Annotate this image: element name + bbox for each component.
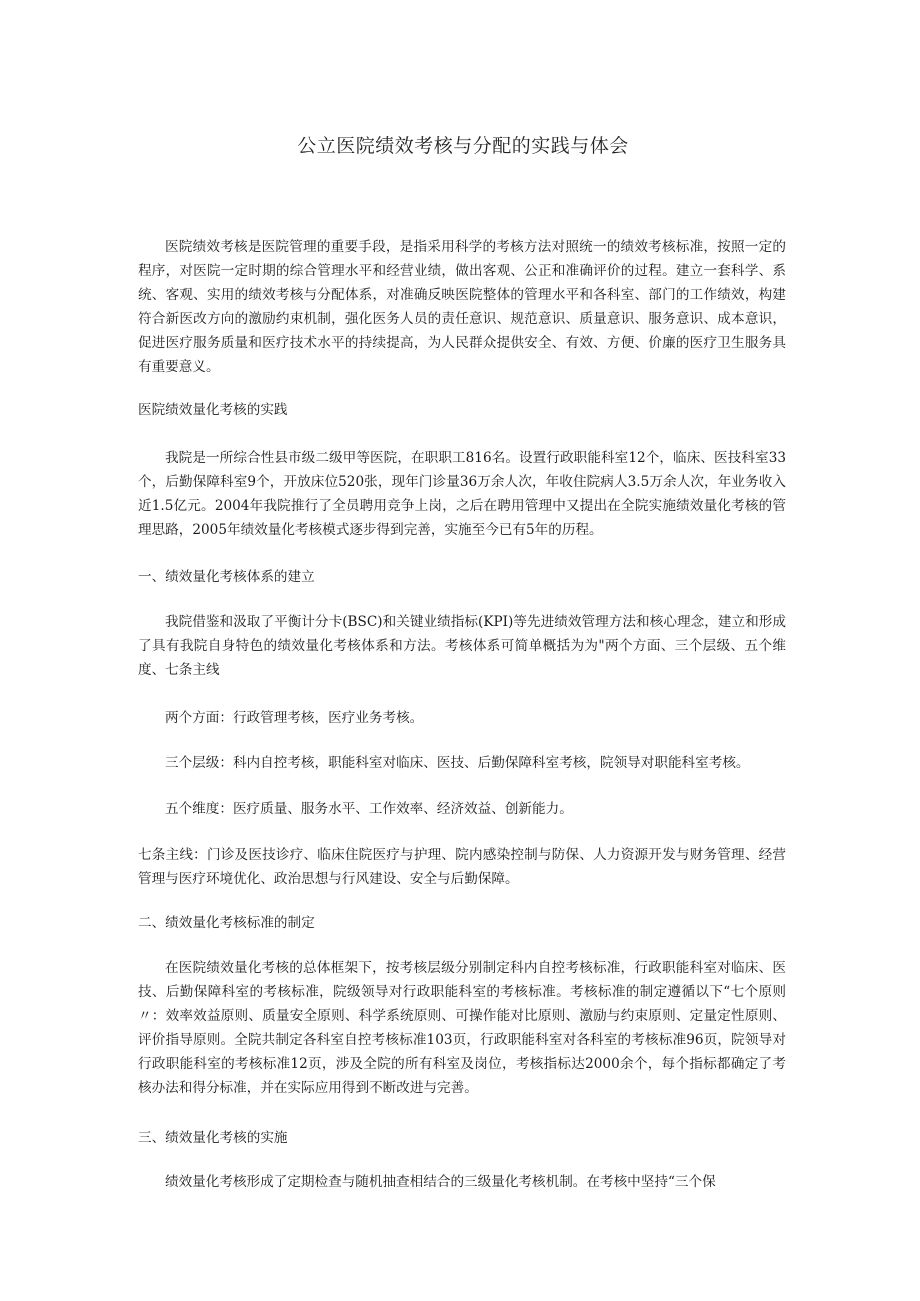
seven-lines-paragraph: 七条主线：门诊及医技诊疗、临床住院医疗与护理、院内感染控制与防保、人力资源开发与财务管理、经营管理与医疗环境优化、政治思想与行风建设、安全与后勤保障。 — [138, 847, 786, 887]
section-one-paragraph: 我院借鉴和汲取了平衡计分卡(BSC)和关键业绩指标(KPI)等先进绩效管理方法和核心理念，建立和形成了具有我院自身特色的绩效量化考核体系和方法。考核体系可简单概括为为"两个方面、三个层级、五个维度、七条主线 — [138, 614, 786, 678]
section-heading-practice: 医院绩效量化考核的实践 — [138, 402, 288, 418]
section-heading-two: 二、绩效量化考核标准的制定 — [138, 915, 315, 931]
three-levels-item: 三个层级：科内自控考核，职能科室对临床、医技、后勤保障科室考核，院领导对职能科室考核。 — [165, 755, 750, 771]
section-three-paragraph: 绩效量化考核形成了定期检查与随机抽查相结合的三级量化考核机制。在考核中坚持“三个保 — [165, 1174, 716, 1190]
five-dimensions-item: 五个维度：医疗质量、服务水平、工作效率、经济效益、创新能力。 — [165, 801, 573, 817]
page-title: 公立医院绩效考核与分配的实践与体会 — [297, 135, 629, 157]
section-heading-three: 三、绩效量化考核的实施 — [138, 1130, 288, 1146]
section-heading-one: 一、绩效量化考核体系的建立 — [138, 569, 315, 585]
intro-paragraph: 医院绩效考核是医院管理的重要手段，是指采用科学的考核方法对照统一的绩效考核标准，按照一定的程序，对医院一定时期的综合管理水平和经营业绩，做出客观、公正和准确评价的过程。建立一套科学、系统、客观、实用的绩效考核与分配体系，对准确反映医院整体的管理水平和各科室、部门的工作绩效，构建符合新医改方向的激励约束机制，强化医务人员的责任意识、规范意识、质量意识、服务意识、成本意识，促进医疗服务质量和医疗技术水平的持续提高，为人民群众提供安全、有效、方便、价廉的医疗卫生服务具有重要意义。 — [138, 239, 786, 375]
practice-paragraph: 我院是一所综合性县市级二级甲等医院，在职职工816名。设置行政职能科室12个，临床、医技科室33个，后勤保障科室9个，开放床位520张，现年门诊量36万余人次，年收住院病人3.5万余人次，年业务收入近1.5亿元。2004年我院推行了全员聘用竞争上岗，之后在聘用管理中又提出在全院实施绩效量化考核的管理思路，2005年绩效量化考核模式逐步得到完善，实施至今已有5年的历程。 — [138, 450, 786, 538]
two-aspects-item: 两个方面：行政管理考核，医疗业务考核。 — [165, 710, 424, 726]
section-two-paragraph: 在医院绩效量化考核的总体框架下，按考核层级分别制定科内自控考核标准，行政职能科室对临床、医技、后勤保障科室的考核标准，院级领导对行政职能科室的考核标准。考核标准的制定遵循以下“七个原则〃：效率效益原则、质量安全原则、科学系统原则、可操作能对比原则、激励与约束原则、定量定性原则、评价指导原则。全院共制定各科室自控考核标准103页，行政职能科室对各科室的考核标准96页，院领导对行政职能科室的考核标准12页，涉及全院的所有科室及岗位，考核指标达2000余个，每个指标都确定了考核办法和得分标准，并在实际应用得到不断改进与完善。 — [138, 960, 786, 1096]
